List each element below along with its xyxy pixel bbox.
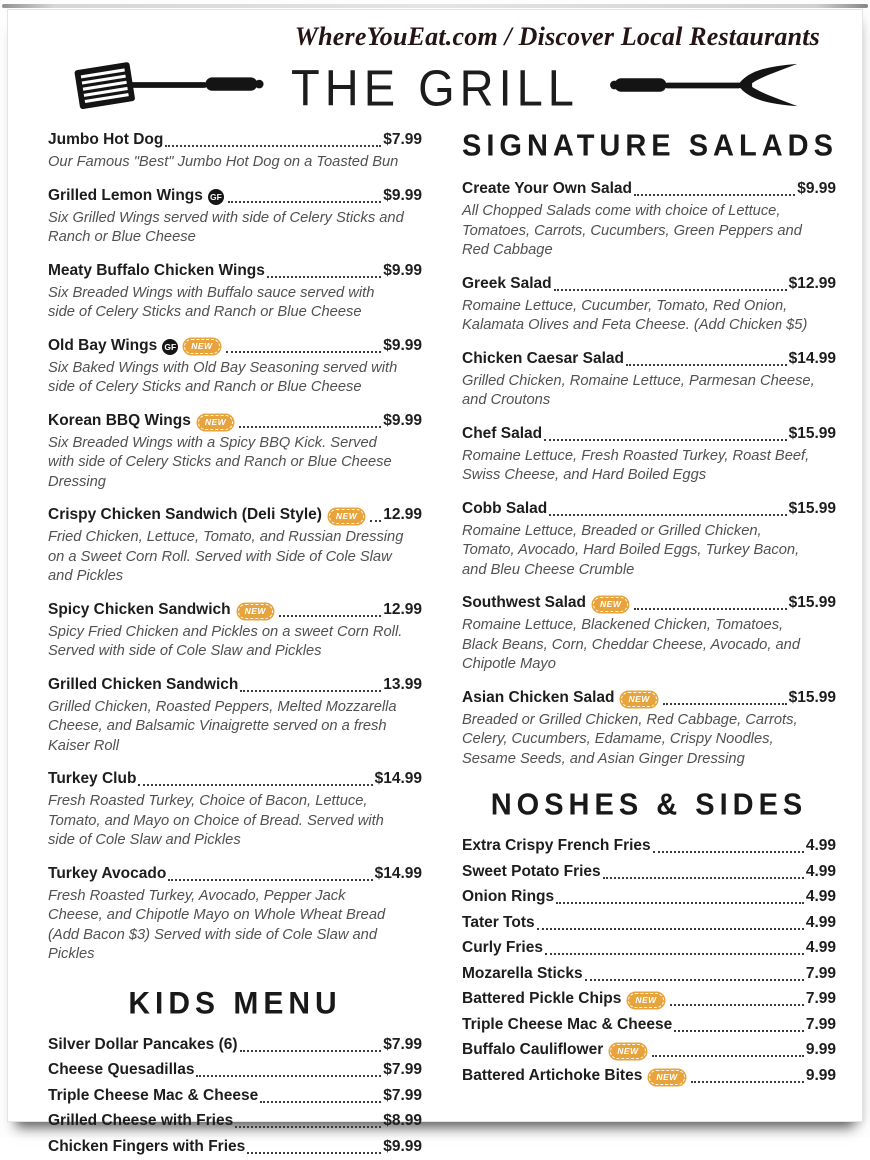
item-description: Six Breaded Wings with a Spicy BBQ Kick. Served with side of Celery Sticks and Ranch or Blue Cheese Dressing xyxy=(48,434,392,490)
noshes-items-list xyxy=(462,834,836,1088)
item-badges xyxy=(327,509,366,524)
gluten-free-badge: GF xyxy=(162,339,178,355)
menu-item xyxy=(48,1084,422,1108)
dot-leader xyxy=(138,784,372,786)
item-price: 12.99 xyxy=(383,506,422,523)
new-item-badge: NEW xyxy=(628,993,663,1008)
dot-leader xyxy=(235,1126,381,1128)
menu-item xyxy=(48,503,422,587)
menu-item-row xyxy=(48,1058,422,1082)
spatula-icon xyxy=(73,59,265,116)
item-name: Chicken Fingers with Fries xyxy=(48,1137,246,1155)
dot-leader xyxy=(240,1050,382,1052)
menu-item xyxy=(462,177,836,261)
item-description: Six Breaded Wings with Buffalo sauce served with side of Celery Sticks and Ranch or Blue Cheese xyxy=(48,284,375,320)
menu-item xyxy=(462,987,836,1011)
menu-item xyxy=(462,885,836,909)
dot-leader xyxy=(537,928,804,930)
dot-leader xyxy=(267,276,381,278)
item-badges xyxy=(608,1044,647,1059)
item-name: Onion Rings xyxy=(462,888,555,905)
dot-leader xyxy=(545,953,804,955)
dot-leader xyxy=(653,851,804,853)
menu-item xyxy=(48,1109,422,1133)
menu-page xyxy=(8,10,862,1155)
new-item-badge: NEW xyxy=(198,415,233,430)
dot-leader xyxy=(549,514,786,516)
site-tagline: WhereYouEat.com / Discover Local Restaurants xyxy=(294,22,820,51)
dot-leader xyxy=(279,615,381,617)
menu-item-row xyxy=(462,686,836,710)
item-name: Silver Dollar Pancakes (6) xyxy=(48,1035,238,1053)
dot-leader xyxy=(556,902,804,904)
item-price: $9.99 xyxy=(383,1137,422,1155)
menu-item-row xyxy=(48,673,422,697)
menu-item xyxy=(462,962,836,986)
new-item-badge: NEW xyxy=(621,692,656,707)
item-price: 4.99 xyxy=(805,913,836,931)
new-item-badge: NEW xyxy=(184,339,219,354)
item-price: $7.99 xyxy=(383,1035,422,1053)
item-name: Mozarella Sticks xyxy=(462,964,583,982)
item-name: Turkey Club xyxy=(48,770,137,787)
menu-item-row xyxy=(48,259,422,283)
menu-item xyxy=(462,1064,836,1088)
dot-leader xyxy=(228,201,381,203)
right-column xyxy=(462,128,836,1160)
new-item-badge: NEW xyxy=(593,597,628,612)
menu-item xyxy=(48,1135,422,1159)
item-price: $15.99 xyxy=(788,688,836,706)
menu-item xyxy=(462,591,836,675)
menu-item xyxy=(48,334,422,398)
item-price: 4.99 xyxy=(805,837,836,854)
item-description: Six Grilled Wings served with side of Celery Sticks and Ranch or Blue Cheese xyxy=(48,209,404,245)
menu-item xyxy=(462,347,836,411)
menu-item-row xyxy=(462,591,836,615)
menu-item xyxy=(48,128,422,173)
salads-items-list xyxy=(462,177,836,769)
item-name: Meaty Buffalo Chicken Wings xyxy=(48,261,265,279)
menu-item xyxy=(48,598,422,662)
item-price: $9.99 xyxy=(383,411,422,429)
item-description: Romaine Lettuce, Blackened Chicken, Tomatoes, Black Beans, Corn, Cheddar Cheese, Avocado, and Chipotle Mayo xyxy=(462,617,801,672)
dot-leader xyxy=(196,1075,381,1077)
dot-leader xyxy=(239,426,381,428)
dot-leader xyxy=(585,979,804,981)
item-price: $7.99 xyxy=(383,1086,422,1104)
menu-item-row xyxy=(462,860,836,884)
item-price: 9.99 xyxy=(805,1041,836,1058)
menu-title: THE GRILL xyxy=(291,58,579,116)
item-price: $15.99 xyxy=(788,424,836,442)
item-name: Extra Crispy French Fries xyxy=(462,837,651,854)
menu-item xyxy=(462,936,836,960)
item-badges xyxy=(591,597,630,612)
menu-item-row xyxy=(48,128,422,152)
menu-item xyxy=(462,860,836,884)
item-price: $9.99 xyxy=(797,180,836,197)
item-name: Old Bay Wings xyxy=(48,336,158,354)
item-price: $9.99 xyxy=(383,261,422,279)
dot-leader xyxy=(603,877,804,879)
new-item-badge: NEW xyxy=(329,509,364,524)
item-price: $7.99 xyxy=(383,131,422,148)
menu-item xyxy=(462,834,836,858)
menu-item xyxy=(462,422,836,486)
menu-item-row xyxy=(48,409,422,433)
item-badges xyxy=(626,993,665,1008)
item-description: All Chopped Salads come with choice of Lettuce, Tomatoes, Carrots, Cucumbers, Green Peppers and Red Cabbage xyxy=(462,203,802,258)
item-price: 7.99 xyxy=(805,1015,836,1033)
menu-item-row xyxy=(48,767,422,791)
item-price: 4.99 xyxy=(805,888,836,905)
dot-leader xyxy=(670,1004,804,1006)
dot-leader xyxy=(691,1081,804,1083)
item-price: 4.99 xyxy=(805,862,836,880)
menu-item-row xyxy=(462,834,836,858)
menu-item xyxy=(48,767,422,851)
gluten-free-badge: GF xyxy=(208,189,224,205)
menu-item-row xyxy=(48,1084,422,1108)
item-description: Romaine Lettuce, Fresh Roasted Turkey, Roast Beef, Swiss Cheese, and Hard Boiled Eggs xyxy=(462,447,810,483)
item-name: Asian Chicken Salad xyxy=(462,688,615,706)
item-name: Chicken Caesar Salad xyxy=(462,349,624,367)
menu-item xyxy=(48,1033,422,1057)
menu-item-row xyxy=(462,497,836,521)
item-price: 9.99 xyxy=(805,1066,836,1084)
item-badges xyxy=(208,189,224,205)
menu-item-row xyxy=(48,862,422,886)
dot-leader xyxy=(634,194,795,196)
item-name: Greek Salad xyxy=(462,274,552,292)
item-name: Triple Cheese Mac & Cheese xyxy=(462,1015,673,1033)
item-price: 4.99 xyxy=(805,939,836,956)
item-name: Turkey Avocado xyxy=(48,864,167,882)
dot-leader xyxy=(168,879,372,881)
item-description: Fresh Roasted Turkey, Avocado, Pepper Jack Cheese, and Chipotle Mayo on Whole Wheat Bread (Add Bacon $3) Served with side of Cole Slaw and Pickles xyxy=(48,887,386,962)
item-name: Chef Salad xyxy=(462,424,543,442)
menu-item xyxy=(48,673,422,757)
dot-leader xyxy=(240,690,381,692)
item-name: Spicy Chicken Sandwich xyxy=(48,600,231,618)
item-description: Spicy Fried Chicken and Pickles on a sweet Corn Roll. Served with side of Cole Slaw and Pickles xyxy=(48,623,403,659)
menu-header xyxy=(48,56,826,118)
main-items-list xyxy=(48,128,422,965)
new-item-badge: NEW xyxy=(649,1070,684,1085)
menu-item xyxy=(462,1038,836,1062)
item-name: Cheese Quesadillas xyxy=(48,1061,195,1078)
item-price: 12.99 xyxy=(383,600,422,618)
dot-leader xyxy=(370,520,381,522)
item-name: Grilled Lemon Wings xyxy=(48,186,203,204)
dot-leader xyxy=(247,1152,381,1154)
menu-item xyxy=(48,1058,422,1082)
dot-leader xyxy=(626,364,787,366)
dot-leader xyxy=(554,289,787,291)
item-description: Our Famous "Best" Jumbo Hot Dog on a Toasted Bun xyxy=(48,154,399,170)
menu-item-row xyxy=(48,1109,422,1133)
signature-salads-title: SIGNATURE SALADS xyxy=(462,129,838,163)
item-description: Romaine Lettuce, Breaded or Grilled Chicken, Tomato, Avocado, Hard Boiled Eggs, Turkey Bacon, and Bleu Cheese Crumble xyxy=(462,522,800,578)
item-badges xyxy=(196,415,235,430)
dot-leader xyxy=(260,1101,381,1103)
menu-item-row xyxy=(48,334,422,358)
dot-leader xyxy=(674,1030,804,1032)
menu-item-row xyxy=(462,1064,836,1088)
item-price: $14.99 xyxy=(788,349,836,367)
noshes-sides-title: NOSHES & SIDES xyxy=(490,788,808,822)
menu-item-row xyxy=(462,1038,836,1062)
menu-item xyxy=(462,497,836,581)
menu-item-row xyxy=(462,422,836,446)
menu-item xyxy=(48,184,422,248)
item-badges xyxy=(647,1070,686,1085)
menu-item-row xyxy=(462,885,836,909)
item-price: $15.99 xyxy=(788,594,836,611)
item-description: Fried Chicken, Lettuce, Tomato, and Russian Dressing on a Sweet Corn Roll. Served with Side of Cole Slaw and Pickles xyxy=(48,529,404,584)
item-price: 13.99 xyxy=(383,675,422,693)
item-name: Triple Cheese Mac & Cheese xyxy=(48,1086,259,1104)
menu-item-row xyxy=(462,911,836,935)
dot-leader xyxy=(652,1055,804,1057)
menu-item-row xyxy=(48,184,422,208)
item-badges xyxy=(619,692,658,707)
dot-leader xyxy=(634,608,786,610)
menu-item-row xyxy=(462,962,836,986)
item-price: $14.99 xyxy=(374,864,422,882)
dot-leader xyxy=(226,351,382,353)
dot-leader xyxy=(165,145,381,147)
item-price: $9.99 xyxy=(383,336,422,354)
dot-leader xyxy=(663,703,787,705)
item-description: Grilled Chicken, Roasted Peppers, Melted Mozzarella Cheese, and Balsamic Vinaigrette served on a fresh Kaiser Roll xyxy=(48,698,397,754)
item-name: Buffalo Cauliflower xyxy=(462,1041,604,1058)
item-name: Battered Artichoke Bites xyxy=(462,1066,643,1084)
menu-item-row xyxy=(462,272,836,296)
new-item-badge: NEW xyxy=(610,1044,645,1059)
item-price: $9.99 xyxy=(383,186,422,204)
item-name: Crispy Chicken Sandwich (Deli Style) xyxy=(48,506,322,523)
item-price: 7.99 xyxy=(805,990,836,1007)
item-name: Korean BBQ Wings xyxy=(48,411,191,429)
item-price: $14.99 xyxy=(374,770,422,787)
grill-fork-icon xyxy=(605,59,801,116)
item-description: Six Baked Wings with Old Bay Seasoning served with side of Celery Sticks and Ranch or Blue Cheese xyxy=(48,359,398,395)
menu-item-row xyxy=(462,936,836,960)
scan-edge-artifact xyxy=(2,4,868,8)
item-name: Grilled Cheese with Fries xyxy=(48,1112,234,1129)
dot-leader xyxy=(544,439,786,441)
item-price: $12.99 xyxy=(788,274,836,292)
menu-item xyxy=(462,1013,836,1037)
new-item-badge: NEW xyxy=(238,604,273,619)
menu-item xyxy=(462,272,836,336)
item-description: Fresh Roasted Turkey, Choice of Bacon, Lettuce, Tomato, and Mayo on Choice of Bread. Served with side of Cole Slaw and Pickles xyxy=(48,793,384,848)
item-name: Create Your Own Salad xyxy=(462,180,632,197)
menu-item xyxy=(462,911,836,935)
item-badges xyxy=(162,339,221,355)
item-name: Cobb Salad xyxy=(462,499,548,517)
menu-item-row xyxy=(462,347,836,371)
item-badges xyxy=(236,604,275,619)
menu-item-row xyxy=(48,503,422,527)
menu-columns xyxy=(48,128,838,1160)
menu-item xyxy=(48,862,422,965)
item-name: Southwest Salad xyxy=(462,594,587,611)
item-name: Tater Tots xyxy=(462,913,535,931)
item-name: Battered Pickle Chips xyxy=(462,990,622,1007)
item-name: Curly Fries xyxy=(462,939,543,956)
menu-item-row xyxy=(462,987,836,1011)
menu-item-row xyxy=(462,1013,836,1037)
menu-item xyxy=(462,686,836,770)
menu-item-row xyxy=(48,1135,422,1159)
item-description: Romaine Lettuce, Cucumber, Tomato, Red Onion, Kalamata Olives and Feta Cheese. (Add Chicken $5) xyxy=(462,297,808,333)
kids-menu-title: KIDS MENU xyxy=(128,985,342,1021)
menu-item xyxy=(48,409,422,493)
item-price: $15.99 xyxy=(788,499,836,517)
left-column xyxy=(48,128,422,1160)
item-price: $8.99 xyxy=(383,1112,422,1129)
menu-item xyxy=(48,259,422,323)
item-price: $7.99 xyxy=(383,1061,422,1078)
item-name: Grilled Chicken Sandwich xyxy=(48,675,239,693)
item-description: Breaded or Grilled Chicken, Red Cabbage, Carrots, Celery, Cucumbers, Edamame, Crispy Noodles, Sesame Seeds, and Asian Ginger Dressing xyxy=(462,711,798,767)
kids-items-list xyxy=(48,1033,422,1159)
menu-item-row xyxy=(48,598,422,622)
item-name: Jumbo Hot Dog xyxy=(48,131,164,148)
menu-item-row xyxy=(48,1033,422,1057)
menu-item-row xyxy=(462,177,836,201)
item-price: 7.99 xyxy=(805,964,836,982)
item-name: Sweet Potato Fries xyxy=(462,862,601,880)
item-description: Grilled Chicken, Romaine Lettuce, Parmesan Cheese, and Croutons xyxy=(462,372,815,408)
